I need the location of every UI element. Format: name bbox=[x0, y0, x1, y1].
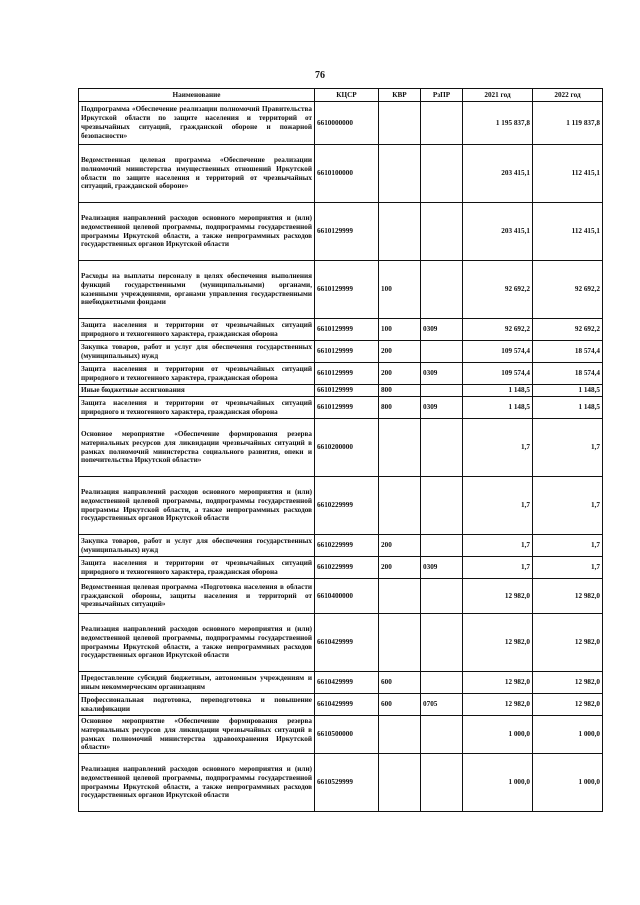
row-kvr-cell bbox=[379, 754, 421, 812]
row-2021-cell: 109 574,4 bbox=[463, 341, 533, 363]
row-rzpr-cell: 0309 bbox=[421, 397, 463, 419]
row-name-cell: Защита населения и территории от чрезвычайных ситуаций природного и техногенного характера, гражданская оборона bbox=[79, 319, 315, 341]
row-name-cell: Реализация направлений расходов основного мероприятия и (или) ведомственной целевой программы, подпрограммы государственной программы Иркутской области, а также непрограммных расходов государственных органов Иркутской области bbox=[79, 754, 315, 812]
row-2022-cell: 1 119 837,8 bbox=[533, 102, 603, 145]
row-2021-cell: 12 982,0 bbox=[463, 579, 533, 614]
table-row bbox=[79, 477, 603, 535]
row-kcsr-cell: 6610229999 bbox=[315, 477, 379, 535]
row-kvr-cell bbox=[379, 419, 421, 477]
row-kcsr-cell: 6610529999 bbox=[315, 754, 379, 812]
row-2022-cell: 1,7 bbox=[533, 477, 603, 535]
row-kvr-cell: 200 bbox=[379, 535, 421, 557]
row-kvr-cell: 100 bbox=[379, 319, 421, 341]
row-kcsr-cell: 6610129999 bbox=[315, 319, 379, 341]
row-2022-cell: 12 982,0 bbox=[533, 694, 603, 716]
row-name-cell: Основное мероприятие «Обеспечение формирования резерва материальных ресурсов для ликвидации чрезвычайных ситуаций в рамках полномочий министерства социального развития, опеки и попечительства Иркутской области» bbox=[79, 419, 315, 477]
row-rzpr-cell bbox=[421, 261, 463, 319]
row-kcsr-cell: 6610129999 bbox=[315, 261, 379, 319]
row-rzpr-cell bbox=[421, 341, 463, 363]
column-header-rzpr: РзПР bbox=[421, 89, 463, 102]
row-kvr-cell bbox=[379, 203, 421, 261]
row-kvr-cell bbox=[379, 102, 421, 145]
table-row bbox=[79, 694, 603, 716]
table-row bbox=[79, 557, 603, 579]
row-name-cell: Закупка товаров, работ и услуг для обеспечения государственных (муниципальных) нужд bbox=[79, 535, 315, 557]
row-rzpr-cell bbox=[421, 385, 463, 397]
row-kcsr-cell: 6610229999 bbox=[315, 535, 379, 557]
row-2022-cell: 1,7 bbox=[533, 557, 603, 579]
row-rzpr-cell bbox=[421, 579, 463, 614]
row-name-cell: Защита населения и территории от чрезвычайных ситуаций природного и техногенного характера, гражданская оборона bbox=[79, 363, 315, 385]
row-2021-cell: 12 982,0 bbox=[463, 614, 533, 672]
row-kcsr-cell: 6610129999 bbox=[315, 203, 379, 261]
row-2022-cell: 92 692,2 bbox=[533, 319, 603, 341]
row-2021-cell: 12 982,0 bbox=[463, 672, 533, 694]
row-2021-cell: 1,7 bbox=[463, 557, 533, 579]
row-kvr-cell: 200 bbox=[379, 557, 421, 579]
row-2022-cell: 12 982,0 bbox=[533, 614, 603, 672]
table-row bbox=[79, 579, 603, 614]
column-header-name: Наименование bbox=[79, 89, 315, 102]
table-row bbox=[79, 419, 603, 477]
row-name-cell: Реализация направлений расходов основного мероприятия и (или) ведомственной целевой программы, подпрограммы государственной программы Иркутской области, а также непрограммных расходов государственных органов Иркутской области bbox=[79, 614, 315, 672]
row-2022-cell: 1 148,5 bbox=[533, 397, 603, 419]
row-kcsr-cell: 6610129999 bbox=[315, 363, 379, 385]
row-kcsr-cell: 6610429999 bbox=[315, 614, 379, 672]
row-kvr-cell: 800 bbox=[379, 385, 421, 397]
row-rzpr-cell: 0309 bbox=[421, 319, 463, 341]
row-rzpr-cell bbox=[421, 716, 463, 754]
table-row bbox=[79, 385, 603, 397]
row-kcsr-cell: 6610100000 bbox=[315, 145, 379, 203]
column-header-kvr: КВР bbox=[379, 89, 421, 102]
row-rzpr-cell bbox=[421, 203, 463, 261]
row-2021-cell: 1 148,5 bbox=[463, 397, 533, 419]
column-header-kcsr: КЦСР bbox=[315, 89, 379, 102]
row-name-cell: Ведомственная целевая программа «Обеспечение реализации полномочий министерства имущественных отношений Иркутской области по защите населения и территорий от чрезвычайных ситуаций, гражданской обороне» bbox=[79, 145, 315, 203]
row-rzpr-cell bbox=[421, 419, 463, 477]
column-header-2022: 2022 год bbox=[533, 89, 603, 102]
row-2022-cell: 92 692,2 bbox=[533, 261, 603, 319]
row-kvr-cell bbox=[379, 716, 421, 754]
table-row bbox=[79, 672, 603, 694]
row-2021-cell: 1 000,0 bbox=[463, 754, 533, 812]
row-rzpr-cell bbox=[421, 145, 463, 203]
row-2021-cell: 12 982,0 bbox=[463, 694, 533, 716]
row-2021-cell: 1 000,0 bbox=[463, 716, 533, 754]
row-kcsr-cell: 6610500000 bbox=[315, 716, 379, 754]
row-kvr-cell: 200 bbox=[379, 341, 421, 363]
row-kcsr-cell: 6610429999 bbox=[315, 672, 379, 694]
row-2021-cell: 1 148,5 bbox=[463, 385, 533, 397]
row-name-cell: Расходы на выплаты персоналу в целях обеспечения выполнения функций государственными (муниципальными) органами, казенными учреждениями, органами управления государственными внебюджетными фондами bbox=[79, 261, 315, 319]
row-name-cell: Профессиональная подготовка, переподготовка и повышение квалификации bbox=[79, 694, 315, 716]
column-header-2021: 2021 год bbox=[463, 89, 533, 102]
row-rzpr-cell: 0309 bbox=[421, 557, 463, 579]
row-kvr-cell: 600 bbox=[379, 694, 421, 716]
row-2021-cell: 1,7 bbox=[463, 477, 533, 535]
budget-table bbox=[78, 88, 603, 812]
row-rzpr-cell bbox=[421, 535, 463, 557]
row-name-cell: Защита населения и территории от чрезвычайных ситуаций природного и техногенного характера, гражданская оборона bbox=[79, 397, 315, 419]
row-2021-cell: 203 415,1 bbox=[463, 145, 533, 203]
row-name-cell: Защита населения и территории от чрезвычайных ситуаций природного и техногенного характера, гражданская оборона bbox=[79, 557, 315, 579]
row-kvr-cell bbox=[379, 145, 421, 203]
row-name-cell: Предоставление субсидий бюджетным, автономным учреждениям и иным некоммерческим организациям bbox=[79, 672, 315, 694]
row-rzpr-cell bbox=[421, 102, 463, 145]
table-row bbox=[79, 102, 603, 145]
page-number: 76 bbox=[315, 70, 325, 81]
row-name-cell: Основное мероприятие «Обеспечение формирования резерва материальных ресурсов для ликвидации чрезвычайных ситуаций в рамках полномочий министерства здравоохранения Иркутской области» bbox=[79, 716, 315, 754]
row-kcsr-cell: 6610200000 bbox=[315, 419, 379, 477]
row-kcsr-cell: 6610129999 bbox=[315, 397, 379, 419]
row-2022-cell: 1 148,5 bbox=[533, 385, 603, 397]
table-row bbox=[79, 614, 603, 672]
row-2022-cell: 1,7 bbox=[533, 419, 603, 477]
row-kcsr-cell: 6610000000 bbox=[315, 102, 379, 145]
row-kcsr-cell: 6610229999 bbox=[315, 557, 379, 579]
row-kvr-cell: 200 bbox=[379, 363, 421, 385]
row-rzpr-cell bbox=[421, 477, 463, 535]
row-2022-cell: 1 000,0 bbox=[533, 754, 603, 812]
row-kvr-cell: 600 bbox=[379, 672, 421, 694]
row-2022-cell: 18 574,4 bbox=[533, 341, 603, 363]
table-row bbox=[79, 341, 603, 363]
table-row bbox=[79, 754, 603, 812]
row-name-cell: Реализация направлений расходов основного мероприятия и (или) ведомственной целевой программы, подпрограммы государственной программы Иркутской области, а также непрограммных расходов государственных органов Иркутской области bbox=[79, 477, 315, 535]
row-kcsr-cell: 6610429999 bbox=[315, 694, 379, 716]
row-2021-cell: 203 415,1 bbox=[463, 203, 533, 261]
table-row bbox=[79, 397, 603, 419]
row-2022-cell: 112 415,1 bbox=[533, 203, 603, 261]
row-rzpr-cell bbox=[421, 672, 463, 694]
row-rzpr-cell bbox=[421, 754, 463, 812]
row-2022-cell: 12 982,0 bbox=[533, 579, 603, 614]
table-row bbox=[79, 363, 603, 385]
row-2021-cell: 1 195 837,8 bbox=[463, 102, 533, 145]
row-2022-cell: 18 574,4 bbox=[533, 363, 603, 385]
row-kvr-cell: 800 bbox=[379, 397, 421, 419]
table-row bbox=[79, 319, 603, 341]
row-rzpr-cell: 0309 bbox=[421, 363, 463, 385]
row-2021-cell: 92 692,2 bbox=[463, 319, 533, 341]
table-row bbox=[79, 203, 603, 261]
row-name-cell: Ведомственная целевая программа «Подготовка населения в области гражданской обороны, защиты населения и территорий от чрезвычайных ситуаций» bbox=[79, 579, 315, 614]
table-row bbox=[79, 145, 603, 203]
row-rzpr-cell bbox=[421, 614, 463, 672]
row-kvr-cell bbox=[379, 614, 421, 672]
row-2022-cell: 112 415,1 bbox=[533, 145, 603, 203]
table-row bbox=[79, 535, 603, 557]
row-kvr-cell bbox=[379, 477, 421, 535]
row-2021-cell: 1,7 bbox=[463, 535, 533, 557]
table-row bbox=[79, 716, 603, 754]
row-name-cell: Закупка товаров, работ и услуг для обеспечения государственных (муниципальных) нужд bbox=[79, 341, 315, 363]
row-name-cell: Реализация направлений расходов основного мероприятия и (или) ведомственной целевой программы, подпрограммы государственной программы Иркутской области, а также непрограммных расходов государственных органов Иркутской области bbox=[79, 203, 315, 261]
row-2021-cell: 92 692,2 bbox=[463, 261, 533, 319]
row-rzpr-cell: 0705 bbox=[421, 694, 463, 716]
row-2022-cell: 1,7 bbox=[533, 535, 603, 557]
row-name-cell: Иные бюджетные ассигнования bbox=[79, 385, 315, 397]
table-header-row bbox=[79, 89, 603, 102]
row-2022-cell: 1 000,0 bbox=[533, 716, 603, 754]
row-kcsr-cell: 6610129999 bbox=[315, 341, 379, 363]
row-2021-cell: 1,7 bbox=[463, 419, 533, 477]
table-row bbox=[79, 261, 603, 319]
row-2022-cell: 12 982,0 bbox=[533, 672, 603, 694]
row-kvr-cell bbox=[379, 579, 421, 614]
row-kvr-cell: 100 bbox=[379, 261, 421, 319]
row-2021-cell: 109 574,4 bbox=[463, 363, 533, 385]
row-kcsr-cell: 6610400000 bbox=[315, 579, 379, 614]
row-name-cell: Подпрограмма «Обеспечение реализации полномочий Правительства Иркутской области по защите населения и территорий от чрезвычайных ситуаций, гражданской обороне и пожарной безопасности» bbox=[79, 102, 315, 145]
row-kcsr-cell: 6610129999 bbox=[315, 385, 379, 397]
